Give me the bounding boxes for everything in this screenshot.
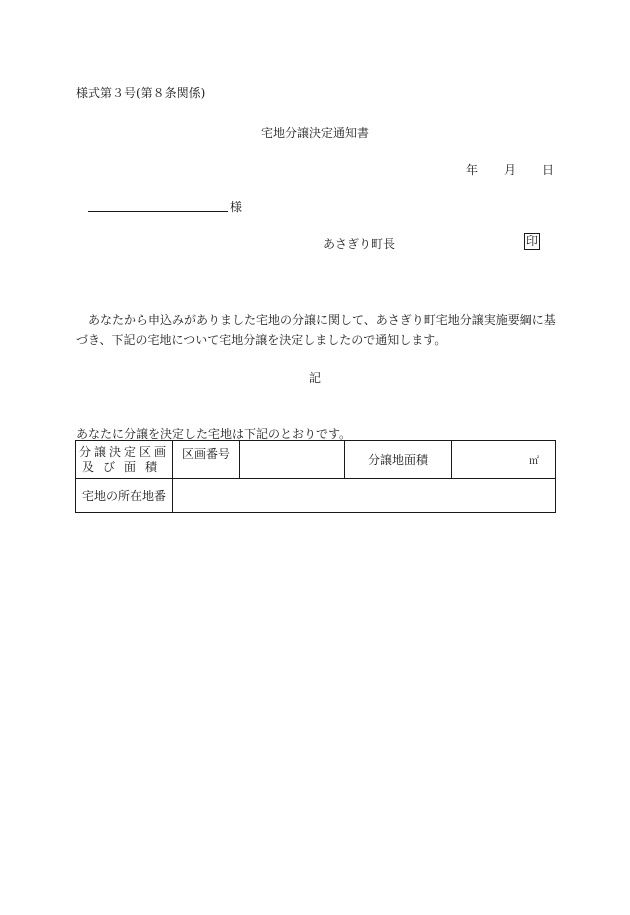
day-label: 日: [542, 163, 555, 177]
addressee-name-line: [88, 211, 228, 212]
lot-details-table: [75, 440, 556, 513]
table-row: [76, 479, 556, 513]
date-line: [466, 161, 554, 178]
lot-and-area-label-cell: [76, 441, 173, 479]
area-value: [452, 441, 556, 479]
table-row: [76, 441, 556, 479]
area-label: 分譲地面積: [345, 441, 452, 479]
site-address-value: [173, 479, 556, 513]
area-unit: ㎡: [529, 456, 539, 467]
year-label: 年: [466, 163, 479, 177]
notice-body-text: あなたから申込みがありました宅地の分譲に関して、あさぎり町宅地分譲実施要綱に基づき、下記の宅地について宅地分譲を決定しましたので通知します。: [76, 313, 556, 347]
addressee-honorific: 様: [230, 200, 243, 214]
sender-name: あさぎり町長: [323, 237, 396, 251]
lot-and-area-label-line2: 及び面積: [81, 459, 166, 474]
lot-number-value: [240, 441, 345, 479]
note-heading: 記: [308, 371, 321, 385]
document-title: 宅地分譲決定通知書: [260, 126, 369, 140]
form-number: 様式第３号(第８条関係): [76, 86, 206, 100]
lot-number-label: 区画番号: [173, 441, 240, 479]
lot-and-area-label-line1: 分譲決定区画: [78, 444, 169, 459]
site-address-label: 宅地の所在地番: [76, 479, 173, 513]
table-caption: あなたに分譲を決定した宅地は下記のとおりです。: [76, 427, 352, 441]
seal-mark: 印: [526, 234, 539, 248]
month-label: 月: [504, 163, 517, 177]
